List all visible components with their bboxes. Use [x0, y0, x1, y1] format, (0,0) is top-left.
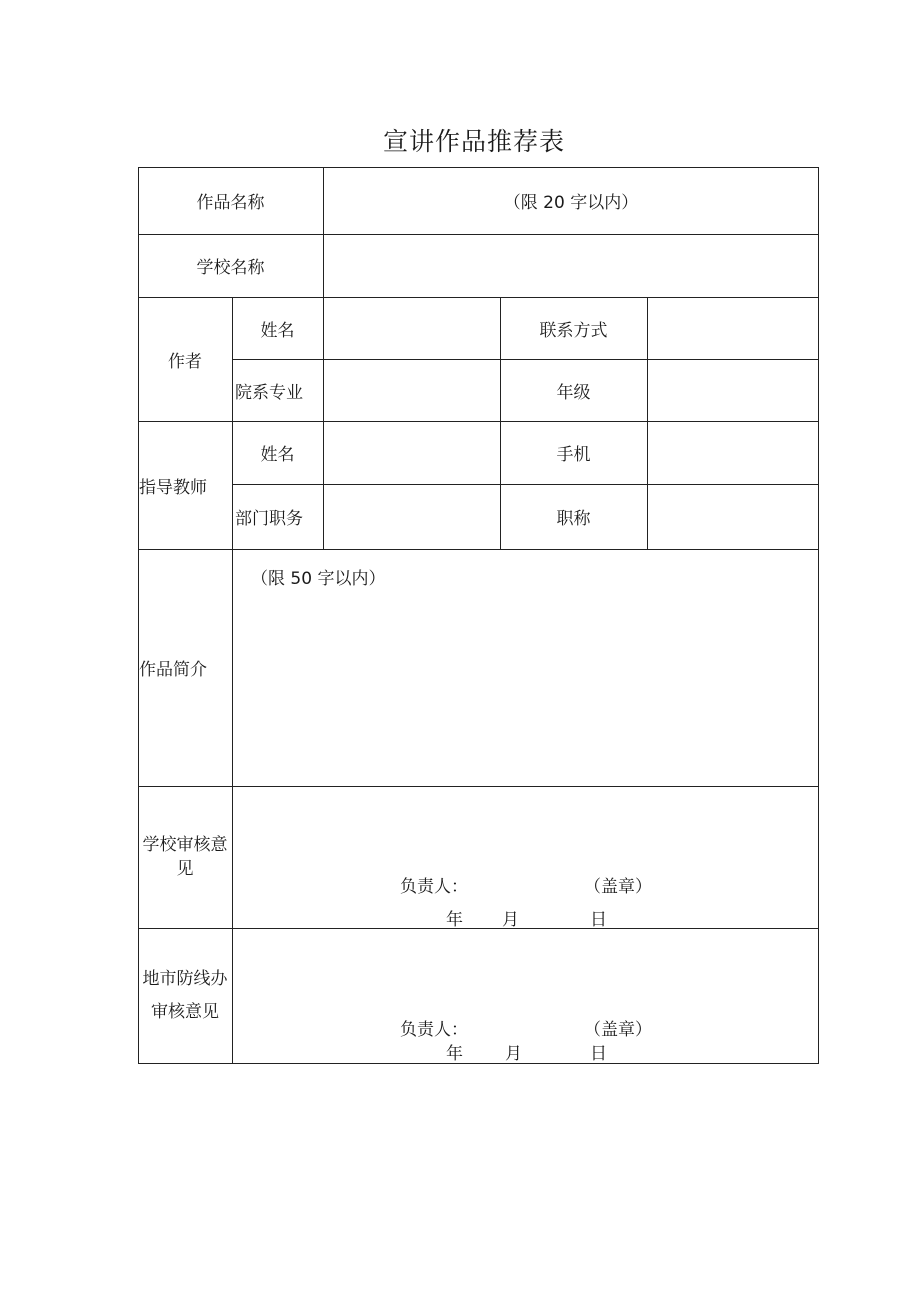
author-dept-label: 院系专业	[235, 382, 303, 403]
city-review-month: 月	[505, 1044, 522, 1064]
city-review-field[interactable]	[233, 929, 818, 1063]
advisor-name-label: 姓名	[260, 445, 295, 465]
author-contact-label: 联系方式	[539, 320, 608, 341]
form-border-bottom	[138, 1063, 819, 1064]
city-review-day: 日	[590, 1044, 607, 1064]
school-review-label	[138, 786, 232, 928]
city-review-label-line1: 地市防线办	[142, 968, 228, 989]
advisor-name-field[interactable]	[324, 422, 500, 484]
school-review-seal: （盖章）	[584, 877, 652, 897]
page-title: 宣讲作品推荐表	[382, 127, 565, 156]
city-review-label-line2: 审核意见	[151, 1001, 219, 1022]
school-review-responsible: 负责人：	[400, 877, 468, 897]
author-contact-field[interactable]	[648, 298, 818, 359]
author-grade-field[interactable]	[648, 360, 818, 421]
school-review-year: 年	[446, 910, 463, 930]
school-review-day: 日	[590, 910, 607, 930]
author-name-field[interactable]	[324, 298, 500, 359]
school-name-label: 学校名称	[196, 258, 265, 278]
intro-field[interactable]	[233, 550, 818, 786]
work-name-hint: （限 20 字以内）	[503, 193, 639, 213]
advisor-title-field[interactable]	[648, 485, 818, 549]
advisor-title-label: 职称	[556, 509, 591, 529]
author-dept-field[interactable]	[324, 360, 500, 421]
author-grade-label: 年级	[556, 382, 591, 403]
school-review-field[interactable]	[233, 787, 818, 928]
intro-label: 作品简介	[139, 660, 207, 680]
school-review-label-line2: 见	[176, 859, 194, 879]
city-review-seal: （盖章）	[584, 1020, 652, 1040]
city-review-year: 年	[446, 1044, 463, 1064]
advisor-phone-field[interactable]	[648, 422, 818, 484]
form-border-right	[818, 167, 819, 1064]
work-name-field[interactable]	[324, 167, 818, 234]
advisor-dept-label: 部门职务	[235, 509, 303, 529]
recommendation-form	[138, 167, 819, 1064]
city-review-responsible: 负责人：	[400, 1020, 468, 1040]
school-review-label-line1: 学校审核意	[142, 835, 228, 855]
intro-hint: （限 50 字以内）	[251, 569, 386, 589]
author-label: 作者	[168, 351, 202, 372]
school-name-field[interactable]	[324, 235, 818, 297]
city-review-label	[138, 928, 232, 1063]
work-name-label: 作品名称	[196, 193, 265, 213]
advisor-dept-field[interactable]	[324, 485, 500, 549]
school-review-month: 月	[502, 910, 519, 930]
advisor-phone-label: 手机	[556, 445, 591, 465]
author-name-label: 姓名	[260, 320, 295, 341]
advisor-label: 指导教师	[139, 477, 207, 498]
